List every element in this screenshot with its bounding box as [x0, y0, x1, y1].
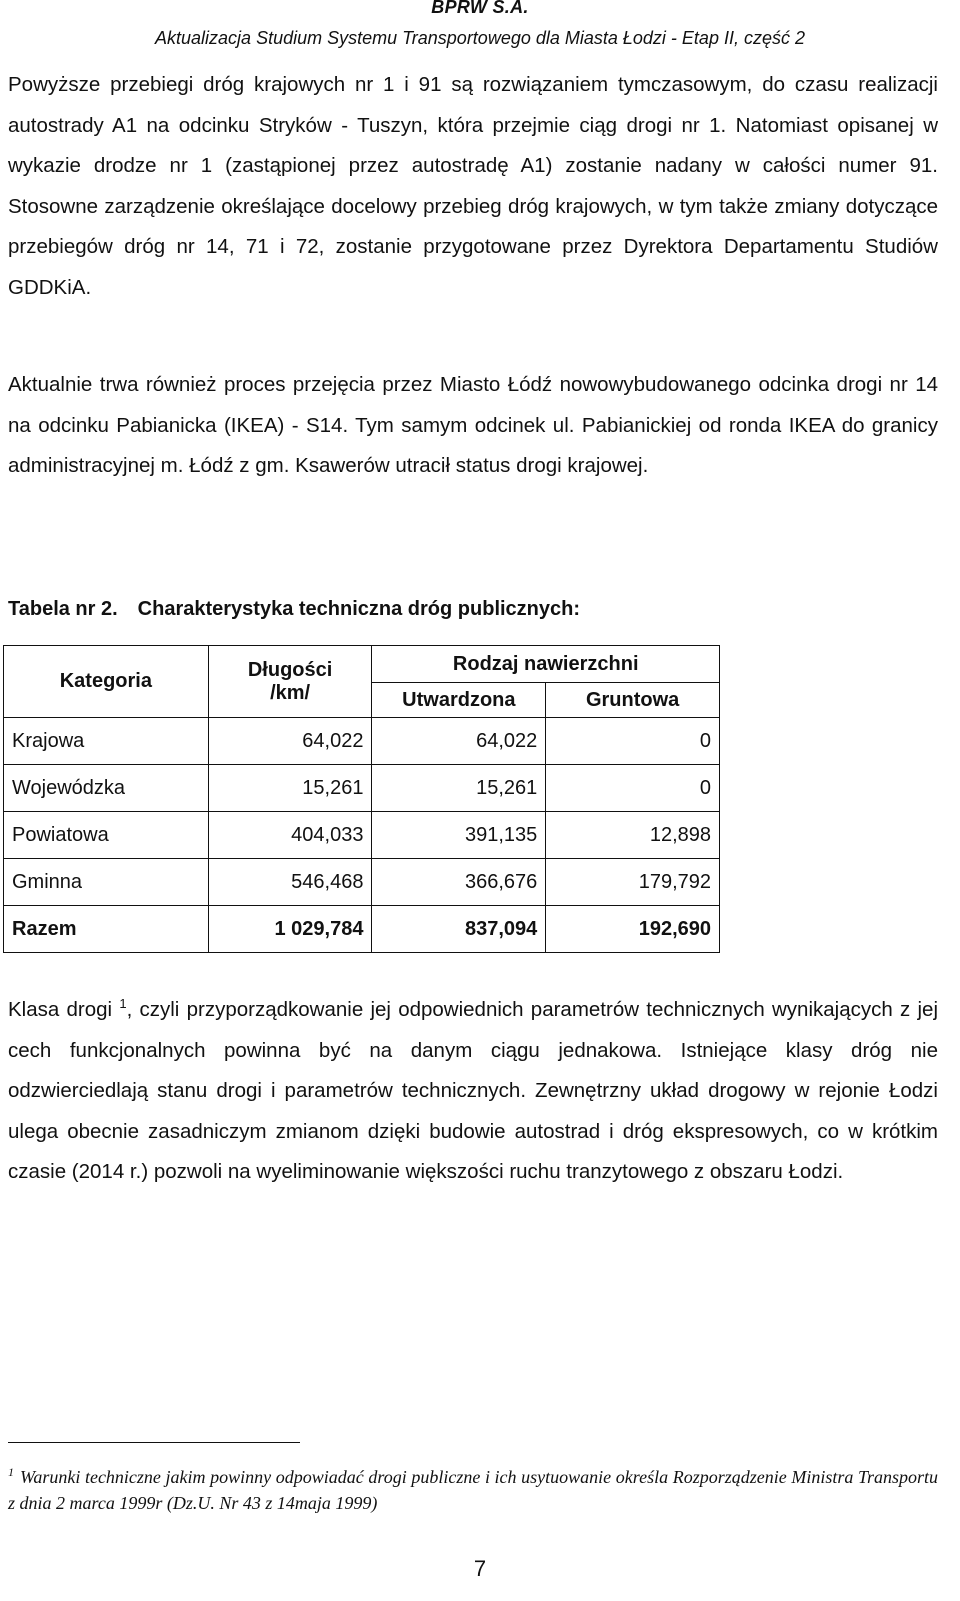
footnote	[8, 1464, 938, 1516]
header-gruntowa: Gruntowa	[546, 683, 720, 718]
cell-dlugosc: 15,261	[208, 765, 372, 812]
cell-utwardzona-total: 837,094	[372, 906, 546, 953]
table-caption	[8, 598, 580, 621]
cell-kategoria: Wojewódzka	[4, 765, 209, 812]
paragraph-road-takeover: Aktualnie trwa również proces przejęcia przez Miasto Łódź nowowybudowanego odcinka drogi nr 14 na odcinku Pabianicka (IKEA) - S14. Tym samym odcinek ul. Pabianickiej od ronda IKEA do granicy administracyjnej m. Łódź z gm. Ksawerów utracił status drogi krajowej.	[8, 373, 938, 477]
cell-gruntowa: 179,792	[546, 859, 720, 906]
table-total-row	[4, 906, 720, 953]
cell-gruntowa-total: 192,690	[546, 906, 720, 953]
cell-kategoria: Krajowa	[4, 718, 209, 765]
paragraph-road-routes: Powyższe przebiegi dróg krajowych nr 1 i 91 są rozwiązaniem tymczasowym, do czasu realizacji autostrady A1 na odcinku Stryków - Tuszyn, która przejmie ciąg drogi nr 1. Natomiast opisanej w wykazie drodze nr 1 (zastąpionej przez autostradę A1) zostanie nadany w całości numer 91. Stosowne zarządzenie określające docelowy przebieg dróg krajowych, w tym także zmiany dotyczące przebiegów dróg nr 14, 71 i 72, zostanie przygotowane przez Dyrektora Departamentu Studiów GDDKiA.	[8, 73, 938, 299]
footnote-divider	[8, 1442, 300, 1443]
cell-utwardzona: 64,022	[372, 718, 546, 765]
cell-utwardzona: 391,135	[372, 812, 546, 859]
cell-kategoria: Powiatowa	[4, 812, 209, 859]
company-name: BPRW S.A.	[431, 0, 529, 17]
table-caption-number: Tabela nr 2.	[8, 598, 118, 620]
cell-kategoria-total: Razem	[4, 906, 209, 953]
footnote-text: Warunki techniczne jakim powinny odpowiadać drogi publiczne i ich usytuowanie określa Rozporządzenie Ministra Transportu z dnia 2 marca 1999r (Dz.U. Nr 43 z 14maja 1999)	[8, 1467, 938, 1513]
header-kategoria: Kategoria	[4, 646, 209, 718]
page-number: 7	[473, 1556, 487, 1581]
table-row	[4, 718, 720, 765]
cell-kategoria: Gminna	[4, 859, 209, 906]
document-subtitle: Aktualizacja Studium Systemu Transportowego dla Miasta Łodzi - Etap II, część 2	[155, 28, 805, 48]
header-dlugosci-unit: /km/	[270, 681, 311, 704]
header-rodzaj-nawierzchni: Rodzaj nawierzchni	[372, 646, 720, 683]
cell-dlugosc: 404,033	[208, 812, 372, 859]
cell-dlugosc: 64,022	[208, 718, 372, 765]
paragraph-road-class-start: Klasa drogi	[8, 998, 120, 1021]
table-row	[4, 859, 720, 906]
cell-gruntowa: 12,898	[546, 812, 720, 859]
table-row	[4, 812, 720, 859]
header-dlugosci	[208, 646, 372, 718]
table-row	[4, 765, 720, 812]
cell-dlugosc-total: 1 029,784	[208, 906, 372, 953]
cell-dlugosc: 546,468	[208, 859, 372, 906]
cell-utwardzona: 366,676	[372, 859, 546, 906]
paragraph-road-class	[8, 990, 938, 1193]
paragraph-road-class-rest: , czyli przyporządkowanie jej odpowiednich parametrów technicznych wynikających z jej cech funkcjonalnych powinna być na danym ciągu jednakowa. Istniejące klasy dróg nie odzwierciedlają stanu drogi i parametrów technicznych. Zewnętrzny układ drogowy w rejonie Łodzi ulega obecnie zasadniczym zmianom dzięki budowie autostrad i dróg ekspresowych, co w krótkim czasie (2014 r.) pozwoli na wyeliminowanie większości ruchu tranzytowego z obszaru Łodzi.	[8, 998, 938, 1183]
cell-gruntowa: 0	[546, 718, 720, 765]
header-utwardzona: Utwardzona	[372, 683, 546, 718]
cell-gruntowa: 0	[546, 765, 720, 812]
table-header-row	[4, 646, 720, 683]
footnote-mark: 1	[8, 1465, 14, 1479]
table-caption-title: Charakterystyka techniczna dróg publicznych:	[137, 598, 581, 620]
footnote-reference: 1	[119, 996, 127, 1012]
cell-utwardzona: 15,261	[372, 765, 546, 812]
header-dlugosci-label: Długości	[247, 658, 333, 681]
roads-technical-table	[3, 645, 720, 953]
